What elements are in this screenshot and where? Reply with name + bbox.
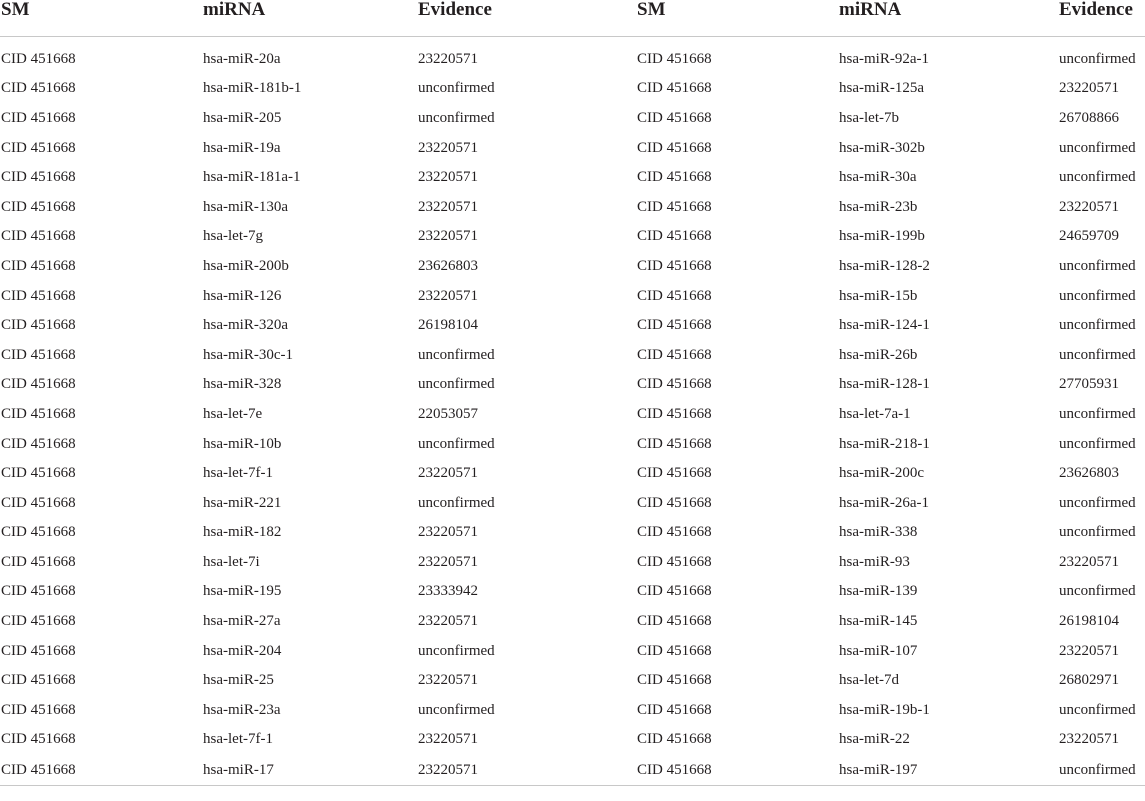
cell-mirna: hsa-miR-107 [839, 642, 918, 659]
cell-mirna: hsa-let-7f-1 [203, 731, 273, 748]
table-row [0, 754, 1145, 786]
header-evidence: Evidence [1058, 0, 1145, 37]
cell-mirna: hsa-miR-195 [203, 583, 282, 600]
cell-sm: CID 451668 [637, 50, 712, 67]
cell-mirna: hsa-let-7d [839, 672, 899, 689]
table-row [0, 488, 1145, 518]
cell-evidence: 23220571 [1059, 80, 1119, 97]
table-row [0, 399, 1145, 429]
table-row [0, 695, 1145, 725]
cell-mirna: hsa-miR-145 [839, 613, 918, 630]
cell-evidence: 26198104 [418, 317, 478, 334]
cell-sm: CID 451668 [1, 672, 76, 689]
cell-mirna: hsa-miR-19a [203, 139, 281, 156]
cell-mirna: hsa-miR-22 [839, 731, 910, 748]
cell-sm: CID 451668 [637, 346, 712, 363]
cell-mirna: hsa-miR-338 [839, 524, 918, 541]
table-row [0, 281, 1145, 311]
cell-sm: CID 451668 [637, 731, 712, 748]
cell-mirna: hsa-miR-218-1 [839, 435, 930, 452]
cell-sm: CID 451668 [1, 465, 76, 482]
cell-mirna: hsa-let-7e [203, 405, 263, 422]
cell-mirna: hsa-miR-139 [839, 583, 918, 600]
cell-sm: CID 451668 [1, 346, 76, 363]
cell-evidence: unconfirmed [1059, 524, 1136, 541]
table-row [0, 103, 1145, 133]
cell-mirna: hsa-miR-26b [839, 346, 918, 363]
cell-mirna: hsa-miR-25 [203, 672, 274, 689]
cell-evidence: unconfirmed [418, 642, 495, 659]
cell-sm: CID 451668 [1, 198, 76, 215]
cell-mirna: hsa-miR-128-2 [839, 257, 930, 274]
cell-evidence: unconfirmed [1059, 169, 1136, 186]
cell-sm: CID 451668 [637, 494, 712, 511]
cell-sm: CID 451668 [637, 228, 712, 245]
table-row [0, 340, 1145, 370]
table-row [0, 192, 1145, 222]
header-sm: SM [636, 0, 838, 37]
table-row [0, 222, 1145, 252]
cell-evidence: unconfirmed [1059, 494, 1136, 511]
cell-evidence: 23220571 [418, 287, 478, 304]
table-row [0, 665, 1145, 695]
table-row [0, 518, 1145, 548]
cell-evidence: 26198104 [1059, 613, 1119, 630]
header-row [0, 0, 1145, 37]
cell-evidence: 23220571 [1059, 731, 1119, 748]
cell-evidence: 23220571 [418, 731, 478, 748]
cell-sm: CID 451668 [1, 642, 76, 659]
cell-evidence: 23220571 [417, 754, 636, 786]
table-row [0, 725, 1145, 755]
table-row [0, 74, 1145, 104]
cell-evidence: 26708866 [1059, 109, 1119, 126]
cell-evidence: 23220571 [418, 169, 478, 186]
header-mirna: miRNA [202, 0, 417, 37]
table-row [0, 310, 1145, 340]
cell-evidence: 26802971 [1059, 672, 1119, 689]
cell-sm: CID 451668 [637, 317, 712, 334]
cell-mirna: hsa-miR-20a [203, 50, 281, 67]
cell-evidence: 23626803 [1059, 465, 1119, 482]
cell-mirna: hsa-miR-10b [203, 435, 282, 452]
cell-evidence: unconfirmed [1059, 139, 1136, 156]
cell-evidence: 23220571 [418, 465, 478, 482]
cell-sm: CID 451668 [1, 435, 76, 452]
cell-mirna: hsa-miR-93 [839, 553, 910, 570]
cell-mirna: hsa-miR-197 [838, 754, 1058, 786]
cell-sm: CID 451668 [1, 494, 76, 511]
cell-sm: CID 451668 [637, 613, 712, 630]
cell-evidence: unconfirmed [1059, 257, 1136, 274]
cell-evidence: unconfirmed [418, 701, 495, 718]
cell-evidence: 23626803 [418, 257, 478, 274]
cell-evidence: unconfirmed [1059, 701, 1136, 718]
cell-sm: CID 451668 [637, 80, 712, 97]
header-mirna: miRNA [838, 0, 1058, 37]
cell-mirna: hsa-miR-182 [203, 524, 282, 541]
cell-mirna: hsa-miR-181b-1 [203, 80, 302, 97]
table-row [0, 370, 1145, 400]
table-row [0, 577, 1145, 607]
cell-evidence: 23220571 [418, 228, 478, 245]
cell-sm: CID 451668 [637, 524, 712, 541]
cell-sm: CID 451668 [637, 583, 712, 600]
cell-evidence: unconfirmed [418, 494, 495, 511]
table-header [0, 0, 1145, 37]
cell-sm: CID 451668 [637, 405, 712, 422]
table-row [0, 429, 1145, 459]
cell-mirna: hsa-miR-204 [203, 642, 282, 659]
cell-mirna: hsa-miR-181a-1 [203, 169, 301, 186]
cell-evidence: unconfirmed [1059, 583, 1136, 600]
cell-mirna: hsa-miR-200b [203, 257, 289, 274]
cell-mirna: hsa-miR-15b [839, 287, 918, 304]
cell-evidence: unconfirmed [418, 376, 495, 393]
cell-sm: CID 451668 [1, 50, 76, 67]
cell-mirna: hsa-let-7a-1 [839, 405, 911, 422]
cell-sm: CID 451668 [637, 701, 712, 718]
cell-mirna: hsa-miR-30a [839, 169, 917, 186]
table-row [0, 37, 1145, 74]
table-row [0, 133, 1145, 163]
cell-sm: CID 451668 [1, 139, 76, 156]
cell-mirna: hsa-miR-199b [839, 228, 925, 245]
cell-evidence: 23220571 [418, 553, 478, 570]
cell-sm: CID 451668 [637, 257, 712, 274]
cell-mirna: hsa-miR-27a [203, 613, 281, 630]
cell-sm: CID 451668 [1, 583, 76, 600]
cell-sm: CID 451668 [1, 405, 76, 422]
cell-evidence: 23220571 [418, 50, 478, 67]
cell-mirna: hsa-miR-23a [203, 701, 281, 718]
cell-sm: CID 451668 [637, 139, 712, 156]
cell-mirna: hsa-miR-130a [203, 198, 288, 215]
cell-sm: CID 451668 [1, 613, 76, 630]
cell-mirna: hsa-miR-26a-1 [839, 494, 929, 511]
cell-mirna: hsa-miR-126 [203, 287, 282, 304]
cell-evidence: unconfirmed [418, 346, 495, 363]
cell-mirna: hsa-miR-128-1 [839, 376, 930, 393]
cell-evidence: unconfirmed [1059, 346, 1136, 363]
header-evidence: Evidence [417, 0, 636, 37]
cell-sm: CID 451668 [637, 376, 712, 393]
cell-evidence: unconfirmed [1058, 754, 1145, 786]
cell-evidence: unconfirmed [1059, 435, 1136, 452]
cell-sm: CID 451668 [1, 376, 76, 393]
table-row [0, 636, 1145, 666]
cell-mirna: hsa-miR-320a [203, 317, 288, 334]
cell-sm: CID 451668 [637, 465, 712, 482]
table-body [0, 37, 1145, 786]
cell-sm: CID 451668 [1, 287, 76, 304]
cell-evidence: 24659709 [1059, 228, 1119, 245]
cell-evidence: unconfirmed [1059, 50, 1136, 67]
cell-mirna: hsa-miR-19b-1 [839, 701, 930, 718]
cell-evidence: unconfirmed [1059, 287, 1136, 304]
cell-sm: CID 451668 [637, 287, 712, 304]
cell-sm: CID 451668 [1, 169, 76, 186]
cell-evidence: 23220571 [418, 672, 478, 689]
cell-sm: CID 451668 [637, 198, 712, 215]
cell-evidence: 23220571 [1059, 642, 1119, 659]
cell-evidence: 22053057 [418, 405, 478, 422]
cell-sm: CID 451668 [636, 754, 838, 786]
cell-mirna: hsa-miR-125a [839, 80, 924, 97]
cell-evidence: unconfirmed [1059, 317, 1136, 334]
cell-sm: CID 451668 [637, 672, 712, 689]
cell-evidence: unconfirmed [418, 435, 495, 452]
cell-sm: CID 451668 [637, 109, 712, 126]
table-row [0, 606, 1145, 636]
table-row [0, 251, 1145, 281]
cell-mirna: hsa-miR-17 [202, 754, 417, 786]
cell-mirna: hsa-miR-124-1 [839, 317, 930, 334]
cell-mirna: hsa-let-7g [203, 228, 263, 245]
cell-evidence: 23220571 [418, 198, 478, 215]
cell-evidence: 23220571 [1059, 198, 1119, 215]
table-row [0, 547, 1145, 577]
cell-mirna: hsa-miR-302b [839, 139, 925, 156]
cell-evidence: 23333942 [418, 583, 478, 600]
cell-sm: CID 451668 [1, 731, 76, 748]
cell-evidence: 23220571 [418, 524, 478, 541]
cell-sm: CID 451668 [1, 109, 76, 126]
cell-sm: CID 451668 [1, 228, 76, 245]
cell-mirna: hsa-miR-200c [839, 465, 924, 482]
cell-mirna: hsa-miR-328 [203, 376, 282, 393]
cell-sm: CID 451668 [637, 642, 712, 659]
cell-mirna: hsa-miR-23b [839, 198, 918, 215]
cell-sm: CID 451668 [1, 257, 76, 274]
cell-sm: CID 451668 [0, 754, 202, 786]
cell-sm: CID 451668 [1, 553, 76, 570]
cell-evidence: unconfirmed [1059, 405, 1136, 422]
cell-sm: CID 451668 [1, 317, 76, 334]
cell-evidence: unconfirmed [418, 109, 495, 126]
cell-sm: CID 451668 [1, 524, 76, 541]
cell-sm: CID 451668 [637, 435, 712, 452]
cell-mirna: hsa-let-7f-1 [203, 465, 273, 482]
cell-evidence: 23220571 [418, 613, 478, 630]
cell-sm: CID 451668 [1, 80, 76, 97]
cell-mirna: hsa-let-7b [839, 109, 899, 126]
cell-sm: CID 451668 [637, 169, 712, 186]
cell-evidence: 27705931 [1059, 376, 1119, 393]
table-row [0, 458, 1145, 488]
cell-evidence: 23220571 [418, 139, 478, 156]
cell-sm: CID 451668 [1, 701, 76, 718]
cell-mirna: hsa-miR-221 [203, 494, 282, 511]
cell-mirna: hsa-miR-92a-1 [839, 50, 929, 67]
cell-sm: CID 451668 [637, 553, 712, 570]
cell-mirna: hsa-let-7i [203, 553, 260, 570]
table-row [0, 162, 1145, 192]
cell-mirna: hsa-miR-205 [203, 109, 282, 126]
cell-evidence: 23220571 [1059, 553, 1119, 570]
cell-mirna: hsa-miR-30c-1 [203, 346, 293, 363]
header-sm: SM [0, 0, 202, 37]
cell-evidence: unconfirmed [418, 80, 495, 97]
